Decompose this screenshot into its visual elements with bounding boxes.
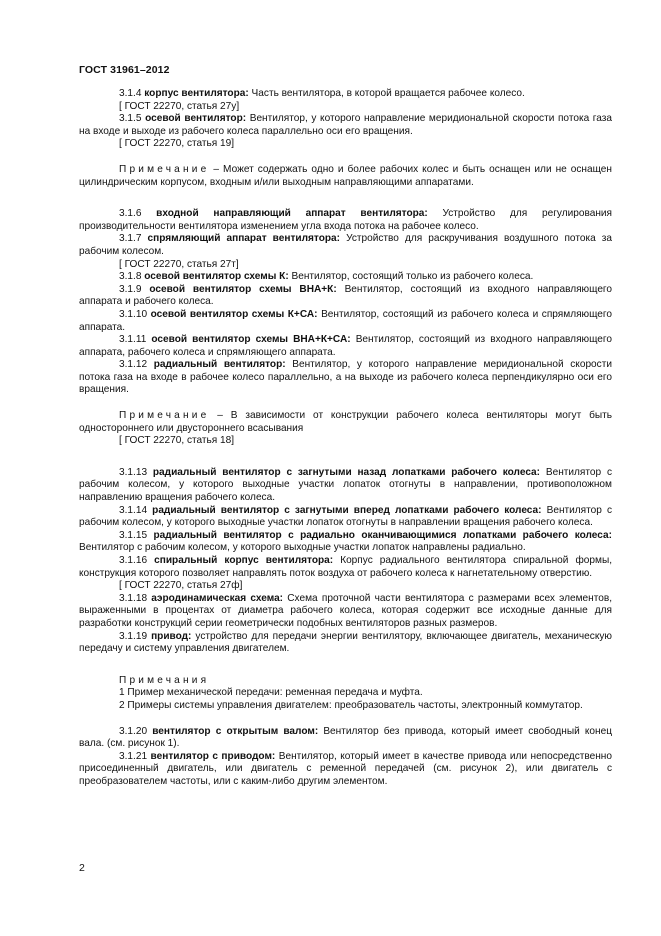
- entry-3-1-10: 3.1.10 осевой вентилятор схемы К+СА: Вентилятор, состоящий из рабочего колеса и спрямляющего аппарата.: [79, 308, 612, 333]
- term: осевой вентилятор схемы ВНА+К+СА:: [151, 334, 351, 346]
- entry-3-1-14: 3.1.14 радиальный вентилятор с загнутыми вперед лопатками рабочего колеса: Вентилятор с рабочим колесом, у которого выходные участки лопаток отогнуты в направлении вращения рабочего колеса.: [79, 504, 612, 529]
- term: радиальный вентилятор с радиально оканчивающимися лопатками рабочего колеса:: [153, 529, 612, 541]
- entry-3-1-21: 3.1.21 вентилятор с приводом: Вентилятор, который имеет в качестве привода или непосредственно присоединенный двигатель, или двигатель с ременной передачей (см. рисунок 2), или двигатель с преобразователем частоты, или с каким-либо другим элементом.: [79, 750, 612, 787]
- entry-3-1-20: 3.1.20 вентилятор с открытым валом: Вентилятор без привода, который имеет свободный конец вала. (см. рисунок 1).: [79, 725, 612, 750]
- entry-3-1-15: 3.1.15 радиальный вентилятор с радиально оканчивающимися лопатками рабочего колеса: Вентилятор с рабочим колесом, у которого выходные участки лопаток направлены радиально.: [79, 529, 612, 554]
- reference: [ ГОСТ 22270, статья 27ф]: [119, 580, 243, 592]
- page-number: 2: [79, 862, 85, 874]
- term: спиральный корпус вентилятора:: [154, 555, 334, 566]
- entry-3-1-7: 3.1.7 спрямляющий аппарат вентилятора: Устройство для раскручивания воздушного потока за рабочим колесом.: [79, 233, 612, 257]
- term: осевой вентилятор схемы К:: [144, 271, 289, 283]
- notes-heading: Примечания: [119, 674, 210, 686]
- entry-3-1-13: 3.1.13 радиальный вентилятор с загнутыми назад лопатками рабочего колеса: Вентилятор с рабочим колесом, у которого выходные участки лопаток отогнуты в направлении, противоположном направлению вращения рабочего колеса.: [79, 466, 612, 504]
- reference: [ ГОСТ 22270, статья 27т]: [119, 258, 239, 270]
- entry-3-1-19: 3.1.19 привод: устройство для передачи энергии вентилятору, включающее двигатель, механическую передачу и систему управления двигателем.: [79, 630, 612, 655]
- term: аэродинамическая схема:: [151, 592, 284, 604]
- entry-3-1-6: 3.1.6 входной направляющий аппарат вентилятора: Устройство для регулирования производительности вентилятора изменением угла входа потока на рабочее колесо.: [79, 208, 612, 232]
- term: радиальный вентилятор с загнутыми вперед лопатками рабочего колеса:: [152, 504, 542, 516]
- term: осевой вентилятор:: [145, 113, 247, 125]
- reference: [ ГОСТ 22270, статья 19]: [119, 138, 235, 150]
- term: спрямляющий аппарат вентилятора:: [147, 233, 341, 245]
- reference: [ ГОСТ 22270, статья 18]: [119, 435, 235, 447]
- term: осевой вентилятор схемы ВНА+К:: [149, 283, 337, 295]
- note-1: Примечание – Может содержать одно и более рабочих колес и быть оснащен или не оснащен цилиндрическим корпусом, входным и/или выходным направляющими аппаратами.: [79, 163, 612, 188]
- term: вентилятор с открытым валом:: [152, 725, 319, 737]
- document-body: [79, 88, 612, 789]
- entry-3-1-8: 3.1.8 осевой вентилятор схемы К: Вентилятор, состоящий только из рабочего колеса.: [119, 271, 534, 283]
- entry-3-1-4: 3.1.4 корпус вентилятора: Часть вентилятора, в которой вращается рабочее колесо.: [119, 88, 525, 99]
- term: входной направляющий аппарат вентилятора:: [156, 208, 428, 220]
- note-2: Примечание – В зависимости от конструкции рабочего колеса вентиляторы могут быть одностороннего или двустороннего всасывания: [79, 410, 612, 434]
- reference: [ ГОСТ 22270, статья 27у]: [119, 100, 240, 112]
- term: привод:: [151, 630, 192, 642]
- term: корпус вентилятора:: [144, 88, 249, 99]
- note-item-1: 1 Пример механической передачи: ременная передача и муфта.: [119, 687, 423, 699]
- note-item-2: 2 Примеры системы управления двигателем: преобразователь частоты, электронный коммутатор.: [119, 699, 583, 711]
- document-header: ГОСТ 31961–2012: [79, 64, 170, 76]
- entry-3-1-9: 3.1.9 осевой вентилятор схемы ВНА+К: Вентилятор, состоящий из входного направляющего аппарата и рабочего колеса.: [79, 283, 613, 308]
- entry-3-1-11: 3.1.11 осевой вентилятор схемы ВНА+К+СА: Вентилятор, состоящий из входного направляющего аппарата, рабочего колеса и спрямляющего аппарата.: [79, 334, 612, 358]
- entry-3-1-16: 3.1.16 спиральный корпус вентилятора: Корпус радиального вентилятора спиральной формы, конструкция которого позволяет направлять поток воздуха от рабочего колеса к нагнетательному отверстию.: [79, 555, 613, 579]
- entry-3-1-18: 3.1.18 аэродинамическая схема: Схема проточной части вентилятора с размерами всех элементов, выраженными в процентах от диаметра рабочего колеса, которая содержит все исходные данные для разработки конструкций серии геометрически подобных вентиляторов разных размеров.: [79, 592, 612, 629]
- term: осевой вентилятор схемы К+СА:: [150, 308, 318, 320]
- entry-3-1-5: 3.1.5 осевой вентилятор: Вентилятор, у которого направление меридиональной скорости потока газа на входе и выходе из рабочего колеса параллельно оси его вращения.: [79, 113, 612, 137]
- entry-3-1-12: 3.1.12 радиальный вентилятор: Вентилятор, у которого направление меридиональной скорости потока газа на входе в рабочее колесо параллельно, а на выходе из рабочего колеса перпендикулярно оси его вращения.: [79, 359, 612, 396]
- term: вентилятор с приводом:: [150, 750, 276, 762]
- term: радиальный вентилятор с загнутыми назад лопатками рабочего колеса:: [152, 466, 541, 478]
- term: радиальный вентилятор:: [153, 359, 286, 371]
